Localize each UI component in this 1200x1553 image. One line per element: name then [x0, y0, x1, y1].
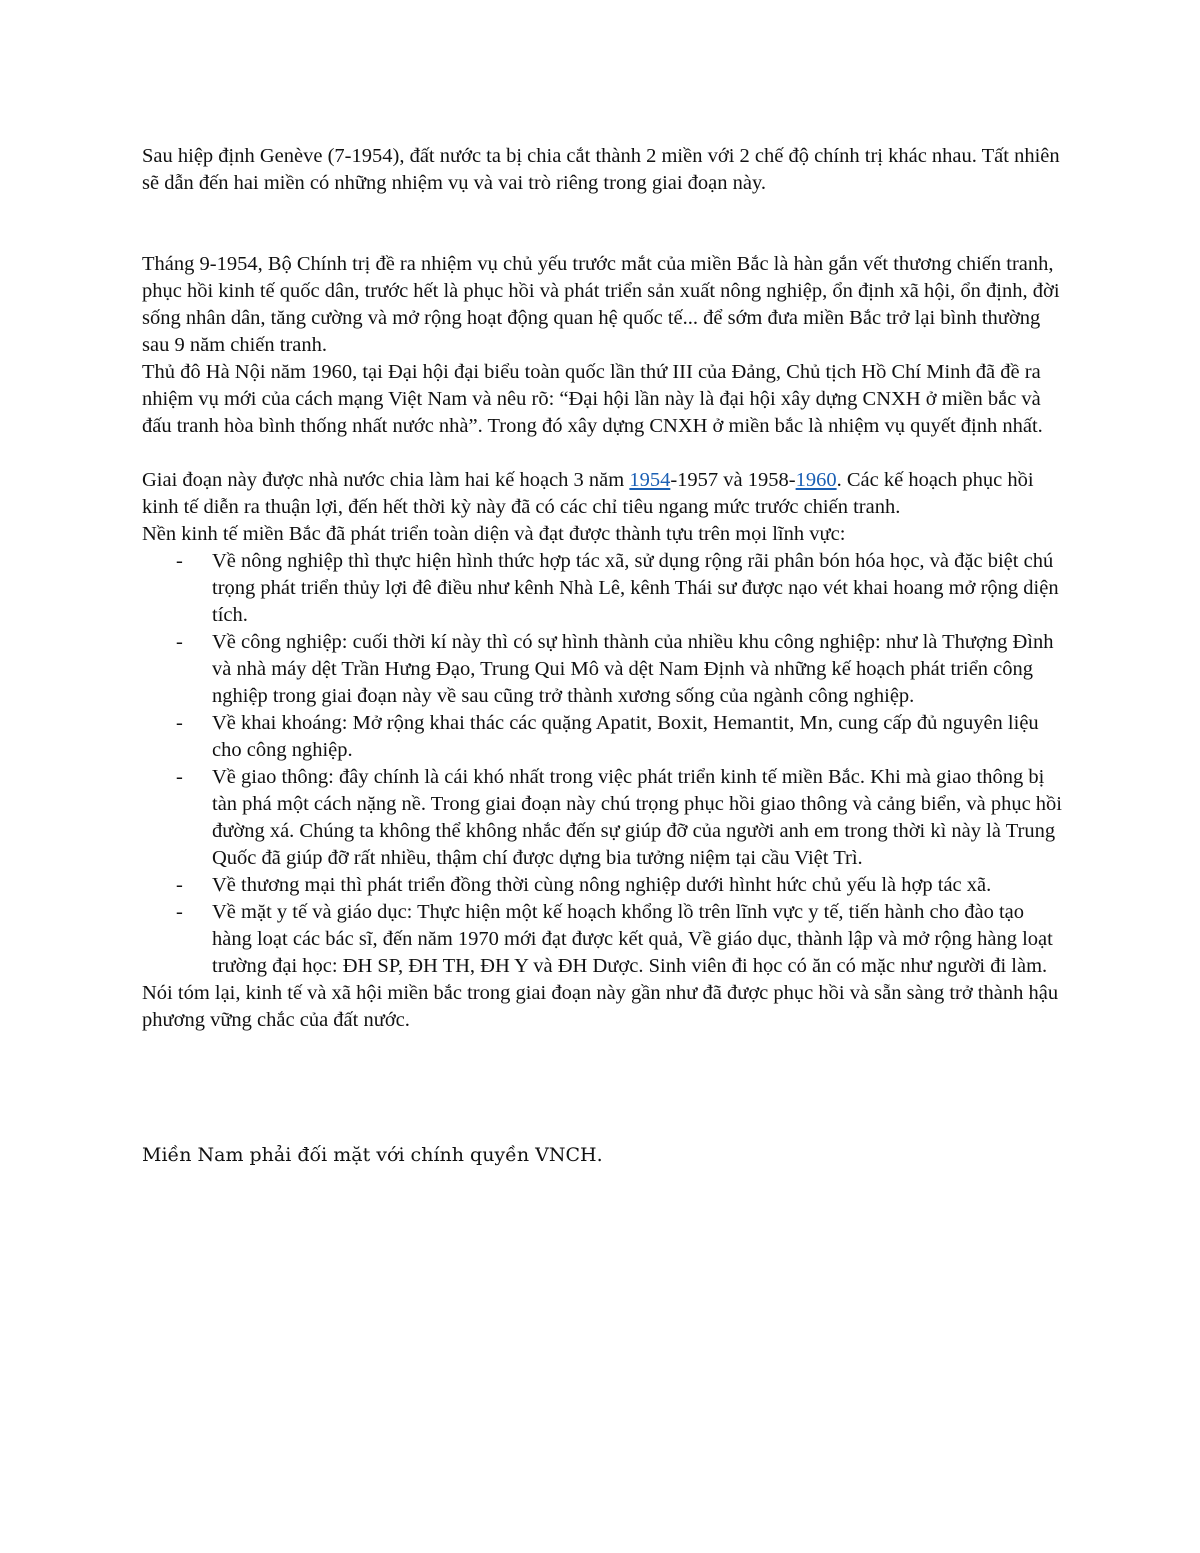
summary-paragraph: Nói tóm lại, kinh tế và xã hội miền bắc trong giai đoạn này gần như đã được phục hồi và sẵn sàng trở thành hậu phương vững chắc của đất nước. [142, 982, 1059, 1031]
economy-intro-paragraph: Nền kinh tế miền Bắc đã phát triển toàn diện và đạt được thành tựu trên mọi lĩnh vực: [142, 523, 846, 545]
list-item-text: Về khai khoáng: Mở rộng khai thác các quặng Apatit, Boxit, Hemantit, Mn, cung cấp đủ nguyên liệu cho công nghiệp. [212, 712, 1039, 761]
list-item-text: Về thương mại thì phát triển đồng thời cùng nông nghiệp dưới hìnht hức chủ yếu là hợp tác xã. [212, 874, 992, 896]
list-item-text: Về nông nghiệp thì thực hiện hình thức hợp tác xã, sử dụng rộng rãi phân bón hóa học, và đặc biệt chú trọng phát triển thủy lợi đê điều như kênh Nhà Lê, kênh Thái sư được nạo vét khai hoang mở rộng diện tích. [212, 550, 1059, 626]
plan-text-middle: -1957 và 1958- [670, 469, 796, 491]
bullet-dash: - [176, 631, 183, 653]
bullet-dash: - [176, 712, 183, 734]
paragraph-spacer [142, 197, 1066, 251]
bullet-dash: - [176, 766, 183, 788]
list-item-commerce [142, 872, 1066, 899]
list-item-transport [142, 764, 1066, 872]
politburo-paragraph: Tháng 9-1954, Bộ Chính trị đề ra nhiệm vụ chủ yếu trước mắt của miền Bắc là hàn gắn vết thương chiến tranh, phục hồi kinh tế quốc dân, trước hết là phục hồi và phát triển sản xuất nông nghiệp, ổn định xã hội, ổn định, đời sống nhân dân, tăng cường và mở rộng hoạt động quan hệ quốc tế... để sớm đưa miền Bắc trở lại bình thường sau 9 năm chiến tranh. [142, 253, 1060, 356]
congress-paragraph: Thủ đô Hà Nội năm 1960, tại Đại hội đại biểu toàn quốc lần thứ III của Đảng, Chủ tịch Hồ Chí Minh đã đề ra nhiệm vụ mới của cách mạng Việt Nam và nêu rõ: “Đại hội lần này là đại hội xây dựng CNXH ở miền bắc và đấu tranh hòa bình thống nhất nước nhà”. Trong đó xây dựng CNXH ở miền bắc là nhiệm vụ quyết định nhất. [142, 361, 1043, 437]
document-body [142, 143, 1066, 1169]
bullet-dash: - [176, 874, 183, 896]
plan-text-end: . Các kế hoạch phục hồi kinh tế diễn ra thuận lợi, đến hết thời kỳ này đã có các chỉ tiêu ngang mức trước chiến tranh. [142, 469, 1034, 518]
year-1960-link[interactable]: 1960 [795, 469, 837, 491]
paragraph-spacer [142, 440, 1066, 467]
paragraph-spacer [142, 1034, 1066, 1142]
list-item-agriculture [142, 548, 1066, 629]
list-item-mining [142, 710, 1066, 764]
list-item-health-education [142, 899, 1066, 980]
south-heading: Miền Nam phải đối mặt với chính quyền VNCH. [142, 1144, 603, 1166]
year-1954-link[interactable]: 1954 [629, 469, 671, 491]
list-item-text: Về giao thông: đây chính là cái khó nhất trong việc phát triển kinh tế miền Bắc. Khi mà giao thông bị tàn phá một cách nặng nề. Trong giai đoạn này chú trọng phục hồi giao thông và cảng biển, và phục hồi đường xá. Chúng ta không thể không nhắc đến sự giúp đỡ của người anh em trong thời kì này là Trung Quốc đã giúp đỡ rất nhiều, thậm chí được dựng bia tưởng niệm tại cầu Việt Trì. [212, 766, 1062, 869]
list-item-text: Về mặt y tế và giáo dục: Thực hiện một kế hoạch khổng lồ trên lĩnh vực y tế, tiến hành cho đào tạo hàng loạt các bác sĩ, đến năm 1970 mới đạt được kết quả, Về giáo dục, thành lập và mở rộng hàng loạt trường đại học: ĐH SP, ĐH TH, ĐH Y và ĐH Dược. Sinh viên đi học có ăn có mặc như người đi làm. [212, 901, 1053, 977]
bullet-dash: - [176, 550, 183, 572]
plan-text-start: Giai đoạn này được nhà nước chia làm hai kế hoạch 3 năm [142, 469, 630, 491]
intro-paragraph: Sau hiệp định Genève (7-1954), đất nước ta bị chia cắt thành 2 miền với 2 chế độ chính trị khác nhau. Tất nhiên sẽ dẫn đến hai miền có những nhiệm vụ và vai trò riêng trong giai đoạn này. [142, 145, 1060, 194]
achievement-list [142, 548, 1066, 980]
list-item-text: Về công nghiệp: cuối thời kí này thì có sự hình thành của nhiều khu công nghiệp: như là Thượng Đình và nhà máy dệt Trần Hưng Đạo, Trung Qui Mô và dệt Nam Định và những kế hoạch phát triển công nghiệp trong giai đoạn này về sau cũng trở thành xương sống của ngành công nghiệp. [212, 631, 1054, 707]
bullet-dash: - [176, 901, 183, 923]
list-item-industry [142, 629, 1066, 710]
plan-paragraph [142, 467, 1066, 521]
